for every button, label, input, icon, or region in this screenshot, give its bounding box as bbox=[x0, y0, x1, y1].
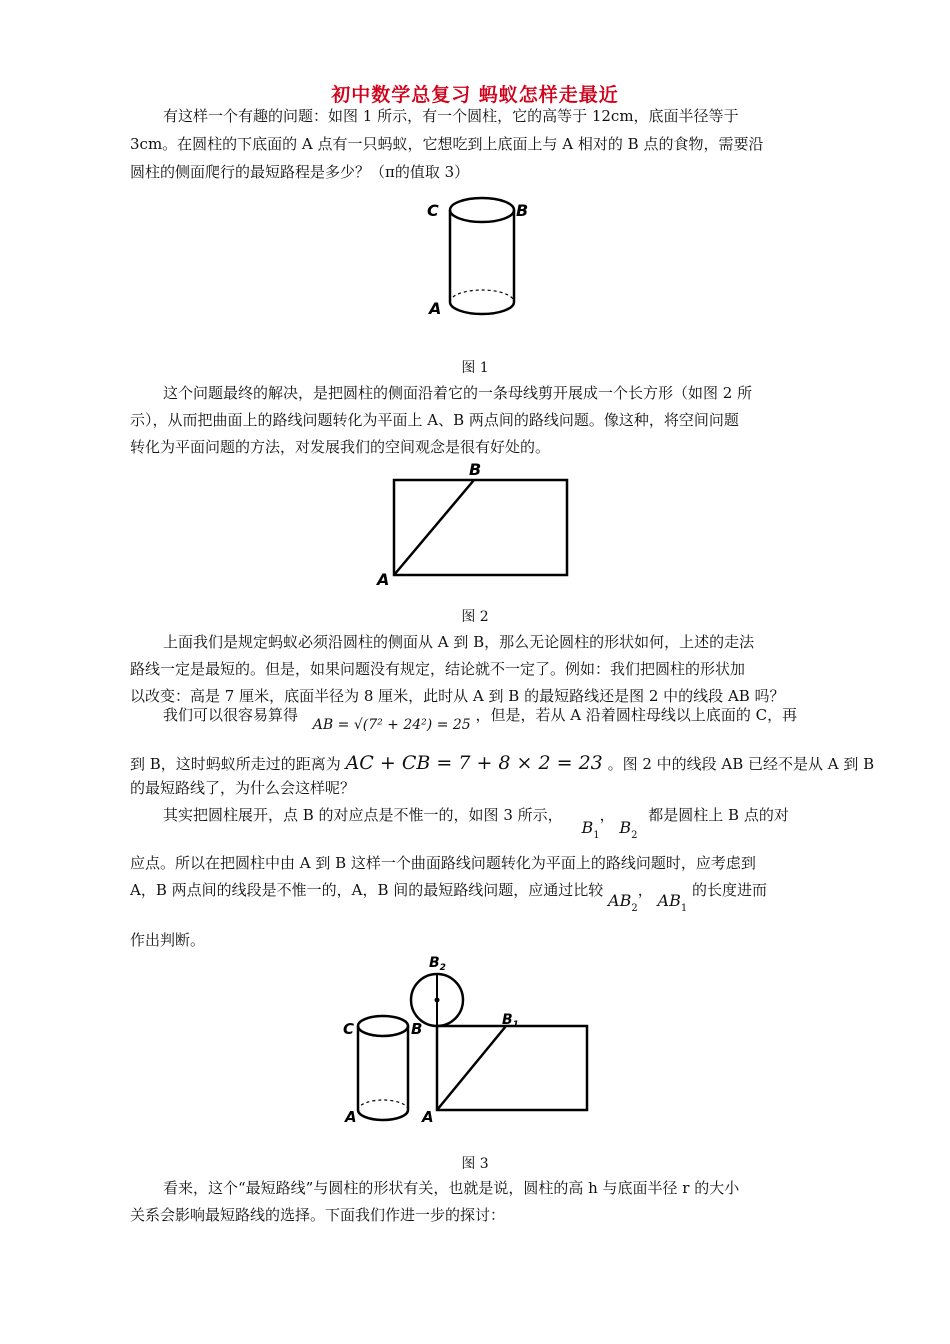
para4-line3: 的最短路线了，为什么会这样呢？ bbox=[130, 779, 356, 797]
para4-text-post2: 。图 2 中的线段 AB 已经不是从 A 到 B bbox=[607, 755, 875, 773]
figure-2-caption: 图 2 bbox=[461, 609, 489, 625]
fig3-label-a-left: A bbox=[345, 1108, 357, 1126]
fig1-label-c: C bbox=[427, 201, 439, 220]
para4-text-post1: ，但是，若从 A 沿着圆柱母线以上底面的 C，再 bbox=[475, 706, 798, 724]
para3-line2: 路线一定是最短的。但是，如果问题没有规定，结论就不一定了。例如：我们把圆柱的形状加 bbox=[130, 660, 746, 678]
figure-1-caption: 图 1 bbox=[461, 360, 489, 376]
figure-3-caption: 图 3 bbox=[461, 1156, 489, 1172]
fig2-label-b: B bbox=[469, 460, 482, 479]
page-title: 初中数学总复习 蚂蚁怎样走最近 bbox=[331, 84, 619, 106]
symbol-ab1: $AB_1$ bbox=[657, 891, 688, 914]
fig3-label-b2: $B_2$ bbox=[429, 955, 446, 973]
fig3-label-c: C bbox=[343, 1020, 355, 1038]
para3-line3: 以改变：高是 7 厘米，底面半径为 8 厘米，此时从 A 到 B 的最短路线还是图 2 中的线段 AB 吗？ bbox=[130, 687, 785, 705]
para5-text-post3: 的长度进而 bbox=[691, 881, 767, 899]
figure-2-rectangle bbox=[370, 458, 575, 590]
para5-line3: A，B 两点间的线段是不惟一的，A，B 间的最短路线问题，应通过比较 $AB_2$， $AB_1$ 的长度进而 bbox=[130, 881, 767, 914]
para1-line2: 3cm。在圆柱的下底面的 A 点有一只蚂蚁，它想吃到上底面上与 A 相对的 B 点的食物，需要沿 bbox=[130, 135, 764, 153]
para6-line2: 关系会影响最短路线的选择。下面我们作进一步的探讨： bbox=[130, 1206, 506, 1224]
fig1-label-b: B bbox=[516, 201, 529, 220]
para5-line1: 其实把圆柱展开，点 B 的对应点是不惟一的，如图 3 所示， $B_1$， $B_2$ 都是圆柱上 B 点的对 bbox=[163, 806, 789, 841]
formula-ac-plus-cb: AC + CB = 7 + 8 × 2 = 23 bbox=[345, 752, 603, 774]
figure-3-unfolded-cylinder bbox=[338, 952, 598, 1130]
fig2-label-a: A bbox=[377, 570, 390, 589]
para5-text-post1: 都是圆柱上 B 点的对 bbox=[648, 806, 789, 824]
fig3-label-b: B bbox=[411, 1020, 423, 1038]
symbol-b1: $B_1$ bbox=[581, 818, 600, 841]
para5-line2: 应点。所以在把圆柱中由 A 到 B 这样一个曲面路线问题转化为平面上的路线问题时，应考虑到 bbox=[130, 854, 756, 872]
formula-ab-equals-25: AB = √(7² + 24²) = 25 bbox=[312, 717, 471, 733]
para3-line1: 上面我们是规定蚂蚁必须沿圆柱的侧面从 A 到 B，那么无论圆柱的形状如何，上述的走法 bbox=[163, 633, 755, 651]
figure-1-cylinder bbox=[420, 190, 530, 330]
para2-line1: 这个问题最终的解决，是把圆柱的侧面沿着它的一条母线剪开展成一个长方形（如图 2 所 bbox=[163, 384, 753, 402]
para2-line2: 示），从而把曲面上的路线问题转化为平面上 A、B 两点间的路线问题。像这种，将空间问题 bbox=[130, 411, 739, 429]
fig3-label-a-right: A bbox=[422, 1108, 434, 1126]
symbol-ab2: $AB_2$ bbox=[608, 891, 638, 914]
fig3-label-b1: $B_1$ bbox=[502, 1012, 519, 1030]
para4-line1 bbox=[163, 705, 798, 733]
para4-line2 bbox=[130, 753, 874, 774]
para6-line1: 看来，这个“最短路线”与圆柱的形状有关，也就是说，圆柱的高 h 与底面半径 r 的大小 bbox=[163, 1179, 740, 1197]
para2-line3: 转化为平面问题的方法，对发展我们的空间观念是很有好处的。 bbox=[130, 438, 551, 456]
symbol-b2: $B_2$ bbox=[619, 818, 638, 841]
para4-text-pre1: 我们可以很容易算得 bbox=[163, 706, 299, 724]
para1-line3: 圆柱的侧面爬行的最短路程是多少？（π的值取 3） bbox=[130, 163, 470, 181]
para5-text-pre1: 其实把圆柱展开，点 B 的对应点是不惟一的，如图 3 所示， bbox=[163, 806, 563, 824]
fig1-label-a: A bbox=[429, 299, 442, 318]
para1-line1: 有这样一个有趣的问题：如图 1 所示，有一个圆柱，它的高等于 12cm，底面半径等于 bbox=[163, 107, 739, 125]
para5-text-pre3: A，B 两点间的线段是不惟一的，A，B 间的最短路线问题，应通过比较 bbox=[130, 881, 604, 899]
para4-text-pre2: 到 B，这时蚂蚁所走过的距离为 bbox=[130, 755, 341, 773]
para5-line4: 作出判断。 bbox=[130, 931, 206, 949]
